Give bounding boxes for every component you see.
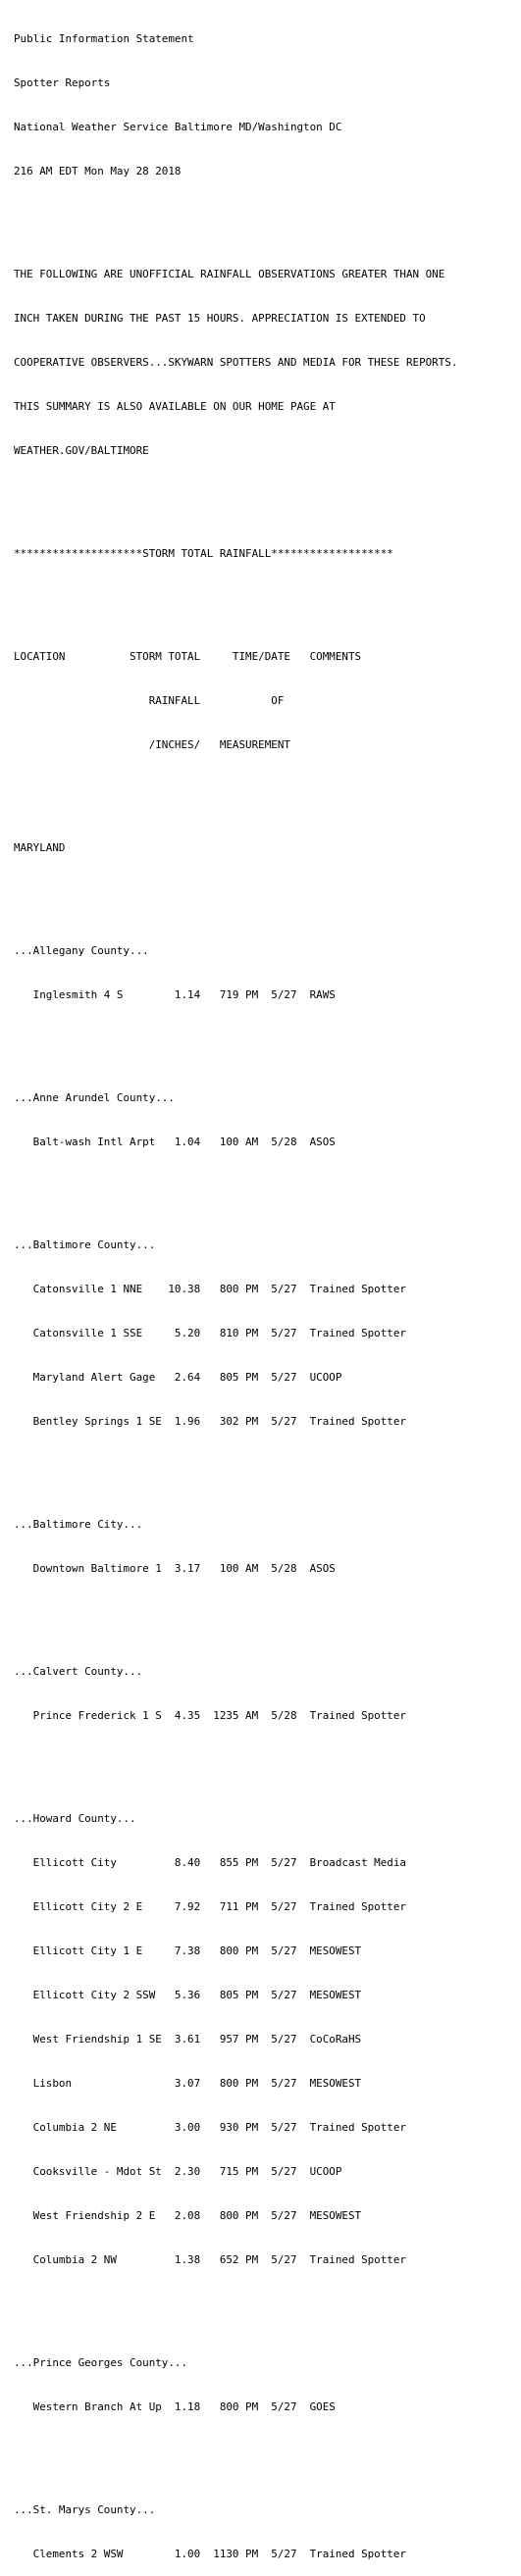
header-office: National Weather Service Baltimore MD/Washington DC — [14, 121, 342, 133]
table-row: Columbia 2 NW 1.38 652 PM 5/27 Trained Spotter — [14, 2253, 406, 2266]
table-row: Ellicott City 8.40 855 PM 5/27 Broadcast Media — [14, 1856, 406, 1869]
column-header: LOCATION STORM TOTAL TIME/DATE COMMENTS — [14, 650, 362, 663]
intro-line: THIS SUMMARY IS ALSO AVAILABLE ON OUR HOME PAGE AT — [14, 400, 336, 413]
blank-line — [14, 2444, 521, 2458]
county-heading: ...Baltimore City... — [14, 1518, 143, 1531]
table-row: Cooksville - Mdot St 2.30 715 PM 5/27 UCOOP — [14, 2165, 342, 2178]
blank-line — [14, 208, 521, 223]
blank-line — [14, 1752, 521, 1767]
table-row: Columbia 2 NE 3.00 930 PM 5/27 Trained Spotter — [14, 2121, 406, 2134]
column-header: RAINFALL OF — [14, 694, 285, 707]
blank-line — [14, 1605, 521, 1620]
table-row: Clements 2 WSW 1.00 1130 PM 5/27 Trained Spotter — [14, 2548, 406, 2560]
table-row: Prince Frederick 1 S 4.35 1235 AM 5/28 Trained Spotter — [14, 1709, 406, 1722]
column-header: /INCHES/ MEASUREMENT — [14, 738, 290, 751]
table-row: Bentley Springs 1 SE 1.96 302 PM 5/27 Trained Spotter — [14, 1415, 406, 1428]
intro-line: INCH TAKEN DURING THE PAST 15 HOURS. APPRECIATION IS EXTENDED TO — [14, 312, 426, 325]
county-heading: ...St. Marys County... — [14, 2503, 156, 2516]
county-heading: ...Anne Arundel County... — [14, 1091, 175, 1104]
header-timestamp: 216 AM EDT Mon May 28 2018 — [14, 165, 182, 177]
blank-line — [14, 487, 521, 502]
header-title: Public Information Statement — [14, 32, 194, 45]
storm-total-banner: ********************STORM TOTAL RAINFALL******************* — [14, 547, 393, 560]
blank-line — [14, 782, 521, 796]
blank-line — [14, 1032, 521, 1046]
table-row: Ellicott City 2 E 7.92 711 PM 5/27 Trained Spotter — [14, 1900, 406, 1913]
state-heading: MARYLAND — [14, 841, 66, 854]
table-row: Catonsville 1 NNE 10.38 800 PM 5/27 Trained Spotter — [14, 1283, 406, 1295]
county-heading: ...Baltimore County... — [14, 1238, 156, 1251]
table-row: West Friendship 2 E 2.08 800 PM 5/27 MESOWEST — [14, 2209, 362, 2222]
county-heading: ...Allegany County... — [14, 944, 149, 957]
county-heading: ...Prince Georges County... — [14, 2356, 188, 2369]
table-row: Maryland Alert Gage 2.64 805 PM 5/27 UCOOP — [14, 1371, 342, 1384]
table-row: Lisbon 3.07 800 PM 5/27 MESOWEST — [14, 2077, 362, 2090]
table-row: Inglesmith 4 S 1.14 719 PM 5/27 RAWS — [14, 988, 336, 1001]
table-row: Western Branch At Up 1.18 800 PM 5/27 GOES — [14, 2400, 336, 2413]
blank-line — [14, 1179, 521, 1193]
table-row: Balt-wash Intl Arpt 1.04 100 AM 5/28 ASOS — [14, 1136, 336, 1148]
table-row: West Friendship 1 SE 3.61 957 PM 5/27 CoCoRaHS — [14, 2033, 362, 2046]
intro-line: COOPERATIVE OBSERVERS...SKYWARN SPOTTERS AND MEDIA FOR THESE REPORTS. — [14, 356, 458, 369]
table-row: Ellicott City 1 E 7.38 800 PM 5/27 MESOWEST — [14, 1945, 362, 1957]
header-subtitle: Spotter Reports — [14, 76, 111, 89]
intro-line: THE FOLLOWING ARE UNOFFICIAL RAINFALL OBSERVATIONS GREATER THAN ONE — [14, 268, 445, 280]
intro-line: WEATHER.GOV/BALTIMORE — [14, 444, 149, 457]
blank-line — [14, 590, 521, 605]
table-row: Catonsville 1 SSE 5.20 810 PM 5/27 Trained Spotter — [14, 1327, 406, 1339]
county-heading: ...Howard County... — [14, 1812, 136, 1825]
county-heading: ...Calvert County... — [14, 1665, 143, 1678]
blank-line — [14, 1458, 521, 1473]
table-row: Ellicott City 2 SSW 5.36 805 PM 5/27 MESOWEST — [14, 1989, 362, 2001]
table-row: Downtown Baltimore 1 3.17 100 AM 5/28 ASOS — [14, 1562, 336, 1575]
blank-line — [14, 2297, 521, 2311]
blank-line — [14, 884, 521, 899]
